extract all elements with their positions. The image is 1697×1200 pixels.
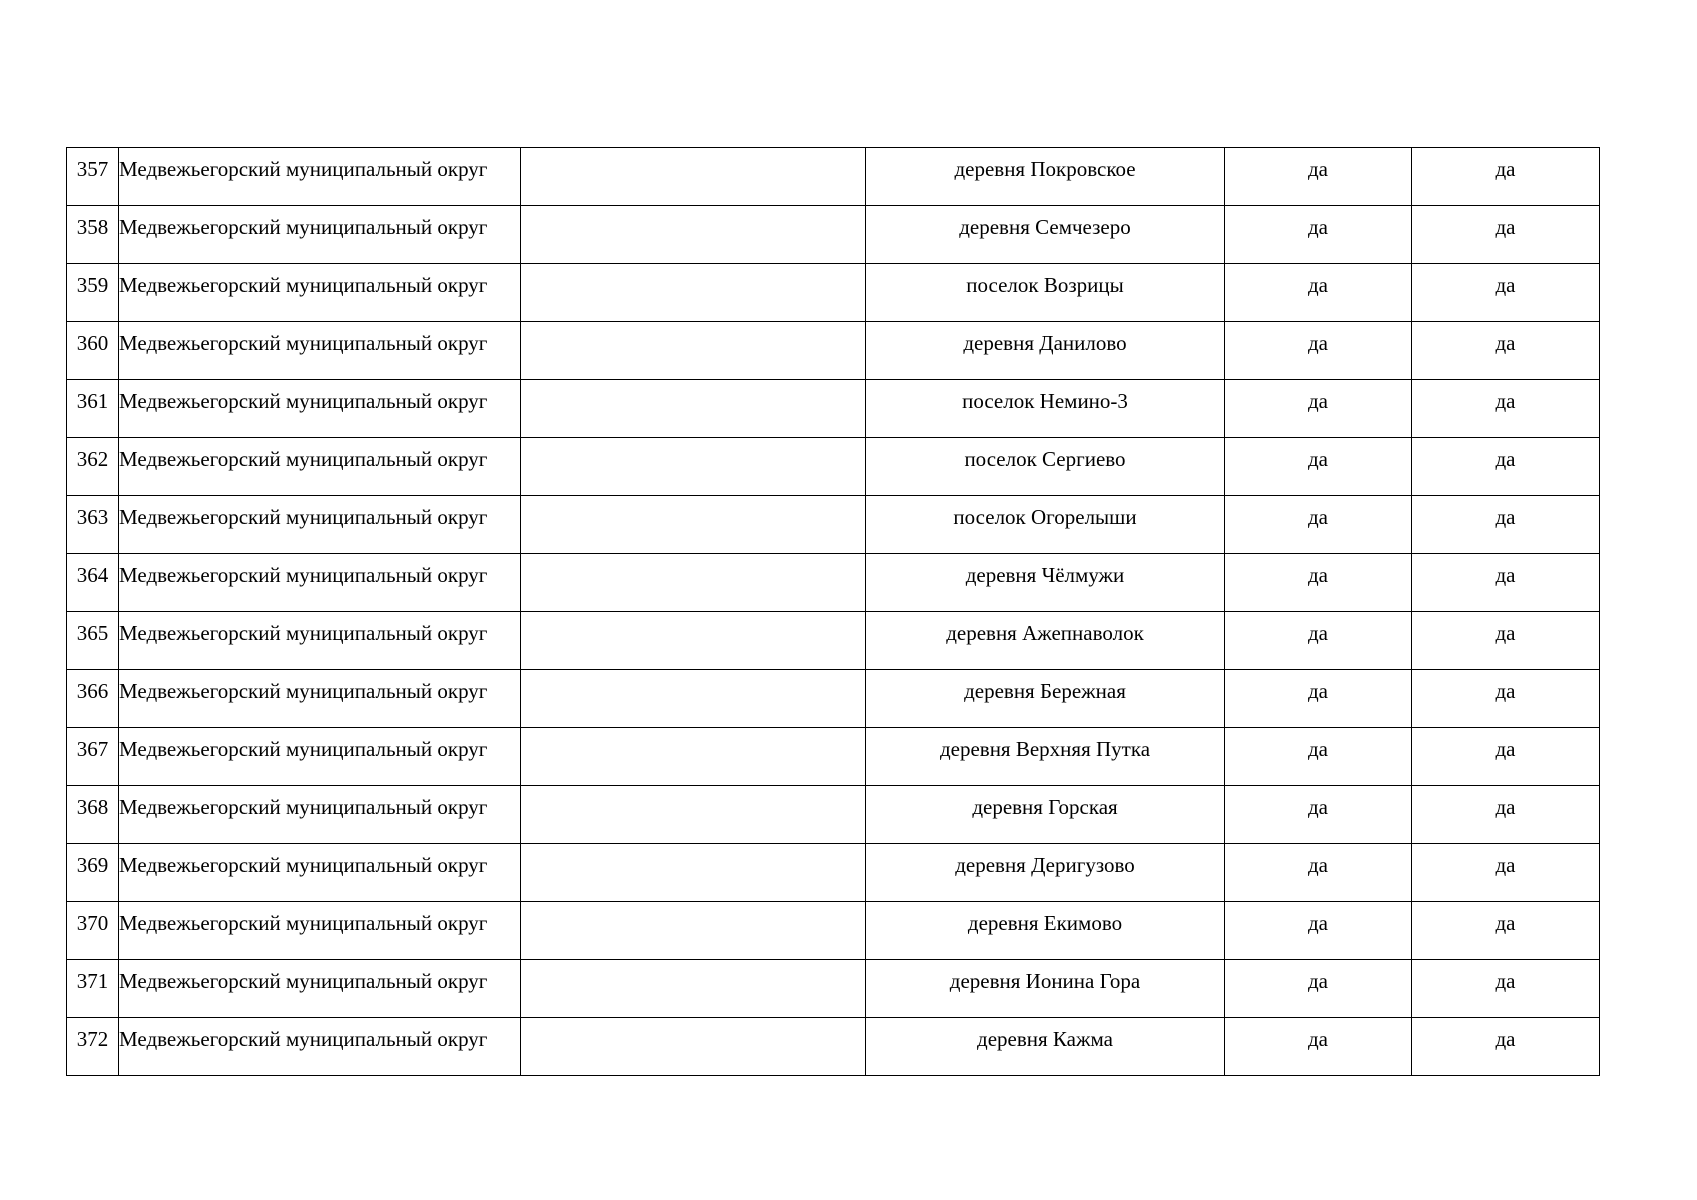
flag-cell-2: да (1412, 786, 1600, 844)
table-row (67, 960, 1600, 1018)
flag-cell-1: да (1225, 148, 1412, 206)
empty-cell (521, 728, 866, 786)
row-number-cell: 368 (67, 786, 119, 844)
empty-cell (521, 612, 866, 670)
settlement-cell: деревня Деригузово (866, 844, 1225, 902)
empty-cell (521, 148, 866, 206)
row-number-cell: 360 (67, 322, 119, 380)
settlement-cell: деревня Ионина Гора (866, 960, 1225, 1018)
empty-cell (521, 264, 866, 322)
empty-cell (521, 438, 866, 496)
flag-cell-2: да (1412, 1018, 1600, 1076)
flag-cell-1: да (1225, 786, 1412, 844)
table-row (67, 728, 1600, 786)
flag-cell-1: да (1225, 670, 1412, 728)
empty-cell (521, 206, 866, 264)
table-body (67, 148, 1600, 1076)
empty-cell (521, 670, 866, 728)
flag-cell-2: да (1412, 844, 1600, 902)
table-row (67, 612, 1600, 670)
settlement-cell: деревня Екимово (866, 902, 1225, 960)
flag-cell-1: да (1225, 322, 1412, 380)
district-cell: Медвежьегорский муниципальный округ (119, 554, 521, 612)
settlement-cell: деревня Верхняя Путка (866, 728, 1225, 786)
row-number-cell: 357 (67, 148, 119, 206)
flag-cell-1: да (1225, 554, 1412, 612)
flag-cell-1: да (1225, 728, 1412, 786)
flag-cell-2: да (1412, 728, 1600, 786)
flag-cell-2: да (1412, 148, 1600, 206)
district-cell: Медвежьегорский муниципальный округ (119, 322, 521, 380)
district-cell: Медвежьегорский муниципальный округ (119, 438, 521, 496)
district-cell: Медвежьегорский муниципальный округ (119, 960, 521, 1018)
flag-cell-2: да (1412, 960, 1600, 1018)
table-row (67, 786, 1600, 844)
district-cell: Медвежьегорский муниципальный округ (119, 670, 521, 728)
row-number-cell: 365 (67, 612, 119, 670)
row-number-cell: 362 (67, 438, 119, 496)
district-cell: Медвежьегорский муниципальный округ (119, 264, 521, 322)
row-number-cell: 359 (67, 264, 119, 322)
table-row (67, 844, 1600, 902)
row-number-cell: 361 (67, 380, 119, 438)
settlement-cell: поселок Огорелыши (866, 496, 1225, 554)
settlement-cell: деревня Ажепнаволок (866, 612, 1225, 670)
district-cell: Медвежьегорский муниципальный округ (119, 380, 521, 438)
district-cell: Медвежьегорский муниципальный округ (119, 728, 521, 786)
flag-cell-2: да (1412, 206, 1600, 264)
district-cell: Медвежьегорский муниципальный округ (119, 786, 521, 844)
flag-cell-2: да (1412, 670, 1600, 728)
table-row (67, 496, 1600, 554)
settlement-cell: поселок Возрицы (866, 264, 1225, 322)
row-number-cell: 366 (67, 670, 119, 728)
flag-cell-2: да (1412, 264, 1600, 322)
table-row (67, 206, 1600, 264)
row-number-cell: 364 (67, 554, 119, 612)
flag-cell-1: да (1225, 438, 1412, 496)
row-number-cell: 370 (67, 902, 119, 960)
settlement-table (66, 147, 1600, 1076)
empty-cell (521, 960, 866, 1018)
flag-cell-1: да (1225, 612, 1412, 670)
row-number-cell: 367 (67, 728, 119, 786)
empty-cell (521, 380, 866, 438)
district-cell: Медвежьегорский муниципальный округ (119, 206, 521, 264)
settlement-cell: деревня Чёлмужи (866, 554, 1225, 612)
flag-cell-1: да (1225, 496, 1412, 554)
flag-cell-1: да (1225, 844, 1412, 902)
flag-cell-1: да (1225, 206, 1412, 264)
settlement-cell: деревня Данилово (866, 322, 1225, 380)
row-number-cell: 369 (67, 844, 119, 902)
empty-cell (521, 496, 866, 554)
table-row (67, 554, 1600, 612)
district-cell: Медвежьегорский муниципальный округ (119, 496, 521, 554)
settlement-cell: деревня Семчезеро (866, 206, 1225, 264)
settlement-cell: деревня Горская (866, 786, 1225, 844)
table-row (67, 902, 1600, 960)
flag-cell-1: да (1225, 960, 1412, 1018)
row-number-cell: 372 (67, 1018, 119, 1076)
flag-cell-1: да (1225, 1018, 1412, 1076)
empty-cell (521, 554, 866, 612)
flag-cell-1: да (1225, 902, 1412, 960)
district-cell: Медвежьегорский муниципальный округ (119, 1018, 521, 1076)
empty-cell (521, 786, 866, 844)
table-row (67, 322, 1600, 380)
flag-cell-1: да (1225, 264, 1412, 322)
district-cell: Медвежьегорский муниципальный округ (119, 844, 521, 902)
district-cell: Медвежьегорский муниципальный округ (119, 612, 521, 670)
flag-cell-2: да (1412, 554, 1600, 612)
settlement-cell: поселок Немино-3 (866, 380, 1225, 438)
flag-cell-2: да (1412, 496, 1600, 554)
settlement-cell: деревня Бережная (866, 670, 1225, 728)
settlement-cell: деревня Покровское (866, 148, 1225, 206)
empty-cell (521, 844, 866, 902)
flag-cell-2: да (1412, 438, 1600, 496)
table-row (67, 670, 1600, 728)
settlement-cell: поселок Сергиево (866, 438, 1225, 496)
table-row (67, 438, 1600, 496)
table-row (67, 380, 1600, 438)
flag-cell-2: да (1412, 612, 1600, 670)
settlement-cell: деревня Кажма (866, 1018, 1225, 1076)
district-cell: Медвежьегорский муниципальный округ (119, 148, 521, 206)
empty-cell (521, 1018, 866, 1076)
row-number-cell: 363 (67, 496, 119, 554)
empty-cell (521, 902, 866, 960)
flag-cell-1: да (1225, 380, 1412, 438)
table-row (67, 148, 1600, 206)
row-number-cell: 371 (67, 960, 119, 1018)
empty-cell (521, 322, 866, 380)
table-row (67, 1018, 1600, 1076)
table-row (67, 264, 1600, 322)
district-cell: Медвежьегорский муниципальный округ (119, 902, 521, 960)
flag-cell-2: да (1412, 380, 1600, 438)
flag-cell-2: да (1412, 902, 1600, 960)
flag-cell-2: да (1412, 322, 1600, 380)
row-number-cell: 358 (67, 206, 119, 264)
